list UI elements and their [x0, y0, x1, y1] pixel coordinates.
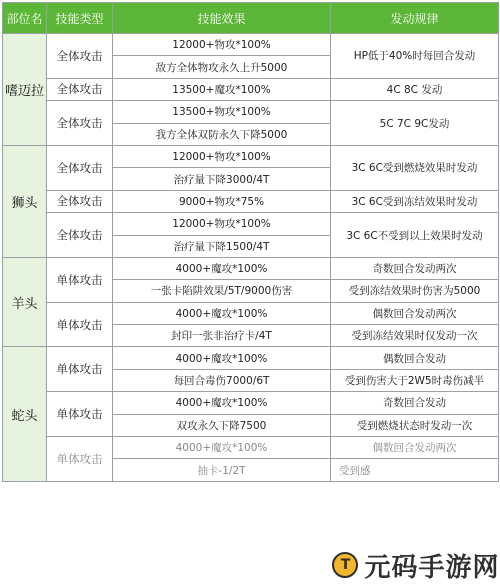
- watermark: [332, 542, 500, 588]
- skill-type-cell: 全体攻击: [47, 101, 113, 146]
- skill-type-cell: 全体攻击: [47, 78, 113, 100]
- skill-type-cell: 单体攻击: [47, 302, 113, 347]
- effect-cell: 抽卡-1/2T: [113, 459, 331, 481]
- skill-type-cell: 全体攻击: [47, 34, 113, 79]
- rule-cell: 4C 8C 发动: [331, 78, 499, 100]
- effect-cell: 我方全体双防永久下降5000: [113, 123, 331, 145]
- table-row: [3, 302, 499, 324]
- rule-cell: 偶数回合发动两次: [331, 302, 499, 324]
- table-row: [3, 347, 499, 369]
- skill-type-cell: 全体攻击: [47, 145, 113, 190]
- table-row: [3, 213, 499, 235]
- skill-type-cell: 全体攻击: [47, 213, 113, 258]
- rule-cell: 受到冻结效果时仅发动一次: [331, 325, 499, 347]
- part-cell: 羊头: [3, 257, 47, 347]
- effect-cell: 封印一张非治疗卡/4T: [113, 325, 331, 347]
- rule-cell: 受到冻结效果时伤害为5000: [331, 280, 499, 302]
- effect-cell: 4000+魔攻*100%: [113, 257, 331, 279]
- rule-cell: 奇数回合发动: [331, 392, 499, 414]
- skill-table: [2, 2, 499, 482]
- effect-cell: 13500+物攻*100%: [113, 101, 331, 123]
- table-row: [3, 34, 499, 56]
- effect-cell: 4000+魔攻*100%: [113, 437, 331, 459]
- table-row: [3, 437, 499, 459]
- rule-cell: 3C 6C受到燃烧效果时发动: [331, 145, 499, 190]
- header-type: 技能类型: [47, 3, 113, 34]
- table-row: [3, 101, 499, 123]
- rule-cell: HP低于40%时每回合发动: [331, 34, 499, 79]
- rule-cell: 偶数回合发动两次: [331, 437, 499, 459]
- skill-type-cell: 单体攻击: [47, 347, 113, 392]
- rule-cell: 受到伤害大于2W5时毒伤减半: [331, 369, 499, 391]
- effect-cell: 12000+物攻*100%: [113, 34, 331, 56]
- header-row: [3, 3, 499, 34]
- skill-type-cell: 单体攻击: [47, 392, 113, 437]
- table-row: [3, 145, 499, 167]
- rule-cell: 3C 6C受到冻结效果时发动: [331, 190, 499, 212]
- effect-cell: 治疗量下降3000/4T: [113, 168, 331, 190]
- rule-cell: 5C 7C 9C发动: [331, 101, 499, 146]
- watermark-text: 元码手游网: [364, 552, 500, 583]
- table-row: [3, 257, 499, 279]
- effect-cell: 9000+物攻*75%: [113, 190, 331, 212]
- rule-cell: 偶数回合发动: [331, 347, 499, 369]
- rule-cell: 受到燃烧状态时发动一次: [331, 414, 499, 436]
- part-cell: 蛇头: [3, 347, 47, 481]
- effect-cell: 13500+魔攻*100%: [113, 78, 331, 100]
- header-part: 部位名: [3, 3, 47, 34]
- table-row: [3, 78, 499, 100]
- effect-cell: 12000+物攻*100%: [113, 213, 331, 235]
- table-row: [3, 392, 499, 414]
- rule-cell: 受到感: [331, 459, 499, 481]
- rule-cell: 奇数回合发动两次: [331, 257, 499, 279]
- part-cell: 嗜迈拉: [3, 34, 47, 146]
- effect-cell: 双攻永久下降7500: [113, 414, 331, 436]
- part-cell: 狮头: [3, 145, 47, 257]
- rule-cell: 3C 6C不受到以上效果时发动: [331, 213, 499, 258]
- header-effect: 技能效果: [113, 3, 331, 34]
- effect-cell: 4000+魔攻*100%: [113, 302, 331, 324]
- skill-type-cell: 全体攻击: [47, 190, 113, 212]
- table-row: [3, 190, 499, 212]
- effect-cell: 每回合毒伤7000/6T: [113, 369, 331, 391]
- effect-cell: 敌方全体物攻永久上升5000: [113, 56, 331, 78]
- watermark-logo-icon: T: [332, 552, 358, 578]
- header-rule: 发动规律: [331, 3, 499, 34]
- effect-cell: 4000+魔攻*100%: [113, 347, 331, 369]
- effect-cell: 一张卡陷阱效果/5T/9000伤害: [113, 280, 331, 302]
- effect-cell: 12000+物攻*100%: [113, 145, 331, 167]
- effect-cell: 4000+魔攻*100%: [113, 392, 331, 414]
- effect-cell: 治疗量下降1500/4T: [113, 235, 331, 257]
- skill-type-cell: 单体攻击: [47, 257, 113, 302]
- skill-type-cell: 单体攻击: [47, 437, 113, 482]
